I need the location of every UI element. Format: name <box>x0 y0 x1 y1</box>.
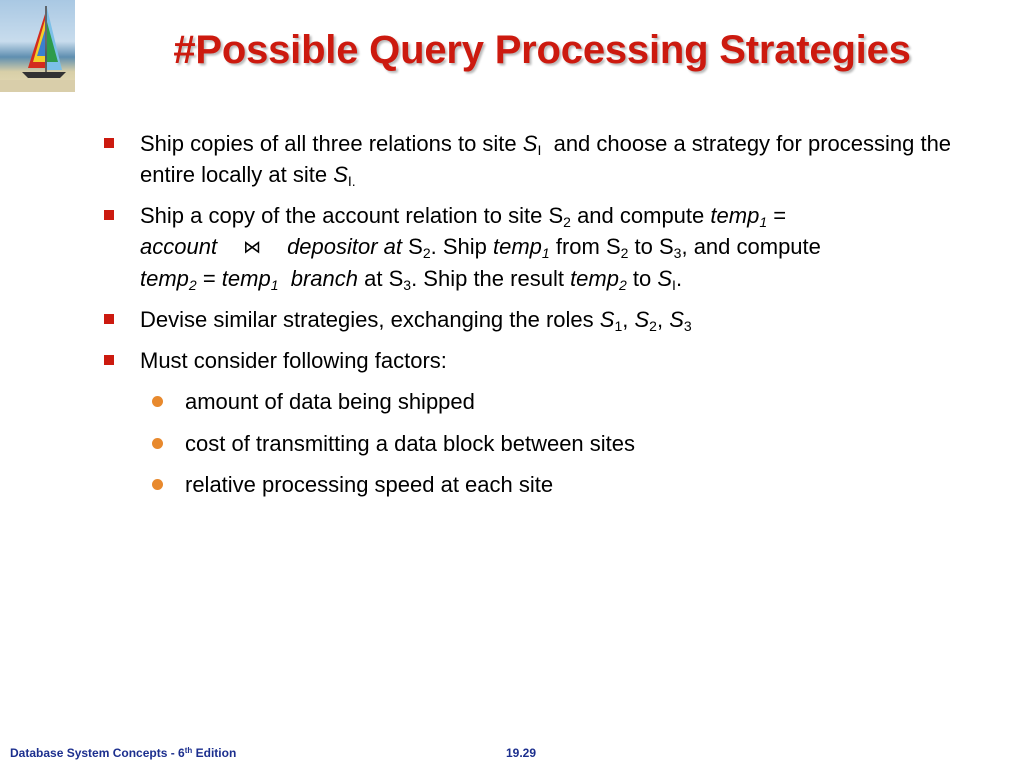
text-run: = <box>196 266 222 291</box>
text-run: relative processing speed at each site <box>185 472 554 497</box>
subscript: 3 <box>673 245 682 261</box>
text-run: , and compute <box>681 234 821 259</box>
text-run: to <box>626 266 658 291</box>
natural-join-symbol: ⋈ <box>243 237 262 257</box>
text-run: , <box>622 307 635 332</box>
slide-content <box>100 128 960 511</box>
text-run: S <box>657 266 673 291</box>
subscript: 2 <box>188 277 197 293</box>
text-run: = <box>767 203 787 228</box>
subscript: I <box>537 142 542 158</box>
bullet-item-4 <box>100 345 960 376</box>
subscript: I. <box>347 173 356 189</box>
sub-bullet-item-3 <box>100 469 960 500</box>
square-bullet-icon <box>104 138 114 148</box>
footer-book-title <box>10 746 236 760</box>
text-run: depositor at <box>287 234 403 259</box>
footer-book: Database System Concepts - 6 <box>10 746 185 760</box>
text-run: temp <box>493 234 542 259</box>
text-run: amount of data being shipped <box>185 389 475 414</box>
square-bullet-icon <box>104 314 114 324</box>
round-bullet-icon <box>152 438 163 449</box>
text-run: cost of transmitting a data block between sites <box>185 430 636 456</box>
text-run: temp <box>710 203 760 228</box>
subscript: 1 <box>759 214 768 230</box>
subscript: 1 <box>270 277 279 293</box>
text-run: at S <box>358 266 404 291</box>
text-run: branch <box>290 266 359 291</box>
text-run: Devise similar strategies, exchanging the roles <box>140 307 600 332</box>
subscript: 2 <box>620 245 629 261</box>
text-run: , <box>656 307 670 332</box>
text-run: S <box>333 162 348 187</box>
subscript: 1 <box>541 245 550 261</box>
slide-number: 19.29 <box>506 746 537 760</box>
text-run: . <box>675 266 683 291</box>
text-run: and choose a strategy for processing the entire locally at site <box>140 131 952 187</box>
subscript: 3 <box>403 277 412 293</box>
text-run: Must consider following factors: <box>140 348 447 373</box>
subscript: 1 <box>614 318 623 334</box>
text-run: S <box>634 307 650 332</box>
text-run: temp <box>140 266 189 291</box>
round-bullet-icon <box>152 396 163 407</box>
text-run: Ship a copy of the account relation to site S <box>140 203 564 228</box>
subscript: 2 <box>422 245 431 261</box>
round-bullet-icon <box>152 479 163 490</box>
subscript: 3 <box>683 318 692 334</box>
bullet-item-2 <box>100 200 960 294</box>
footer-edition: Edition <box>192 746 237 760</box>
square-bullet-icon <box>104 355 114 365</box>
bullet-item-3 <box>100 304 960 335</box>
text-run: Ship copies of all three relations to site <box>140 131 523 156</box>
sub-bullet-item-1 <box>100 386 960 417</box>
text-run: account <box>140 234 218 259</box>
text-run: . Ship <box>430 234 493 259</box>
text-run: and compute <box>570 203 711 228</box>
subscript: I <box>672 277 676 293</box>
text-run: S <box>522 131 538 156</box>
subscript: 2 <box>618 277 627 293</box>
text-run: from S <box>549 234 621 259</box>
text-run: S <box>669 307 684 332</box>
square-bullet-icon <box>104 210 114 220</box>
sub-bullet-item-2 <box>100 428 960 459</box>
footer-edition-sup: th <box>184 746 193 755</box>
text-run: . Ship the result <box>411 266 571 291</box>
text-run: temp <box>221 266 271 291</box>
text-run: S <box>599 307 615 332</box>
subscript: 2 <box>563 214 571 230</box>
text-run: temp <box>570 266 619 291</box>
bullet-item-1 <box>100 128 960 190</box>
text-run: to S <box>628 234 674 259</box>
slide-title: #Possible Query Processing Strategies <box>173 28 911 72</box>
text-run: S <box>402 234 423 259</box>
subscript: 2 <box>649 318 657 334</box>
